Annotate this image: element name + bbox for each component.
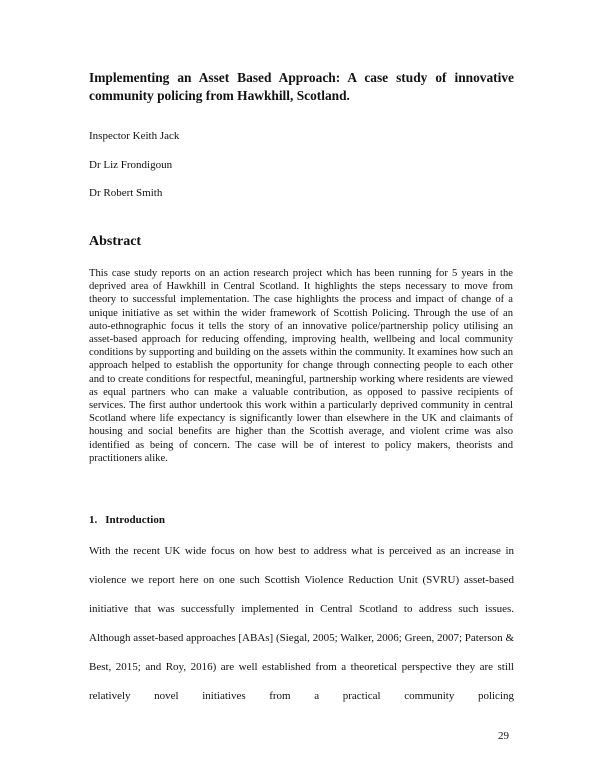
abstract-text: This case study reports on an action research project which has been running for 5 years in the deprived area of Hawkhill in Central Scotland. It highlights the steps necessary to move from theory to successful implementation. The case highlights the process and impact of change of a unique initiative as set within the wider framework of Scottish Policing. Through the use of an auto-ethnographic focus it tells the story of an innovative police/partnership policy utilising an asset-based approach for reducing offending, improving health, wellbeing and local community conditions by supporting and building on the assets within the community. It examines how such an approach helped to establish the opportunity for change through connecting people to each other and to create conditions for respectful, meaningful, partnership working where residents are viewed as equal partners who can make a valuable contribution, as opposed to passive recipients of services. The first author undertook this work within a particularly deprived community in central Scotland where life expectancy is significantly lower than elsewhere in the UK and claimants of housing and social benefits are higher than the Scottish average, and violent crime was also identified as being of concern. The case will be of interest to policy makers, theorists and practitioners alike.: [89, 268, 513, 464]
section-title: Introduction: [105, 514, 165, 526]
abstract-heading: Abstract: [89, 234, 142, 249]
author-3: Dr Robert Smith: [89, 187, 163, 199]
section-number: 1.: [89, 514, 98, 526]
introduction-heading: [89, 514, 173, 526]
introduction-text: With the recent UK wide focus on how best to address what is perceived as an increase in violence we report here on one such Scottish Violence Reduction Unit (SVRU) asset-based initiative that was successfully implemented in Central Scotland to address such issues. Although asset-based approaches [ABAs] (Siegal, 2005; Walker, 2006; Green, 2007; Paterson & Best, 2015; and Roy, 2016) are well established from a theoretical perspective they are still relatively novel initiatives from a practical community policing: [89, 545, 514, 702]
paper-title: Implementing an Asset Based Approach: A case study of innovative community policing from Hawkhill, Scotland.: [89, 70, 514, 103]
author-2: Dr Liz Frondigoun: [89, 159, 173, 171]
page-number: 29: [498, 730, 509, 742]
author-1: Inspector Keith Jack: [89, 130, 180, 142]
